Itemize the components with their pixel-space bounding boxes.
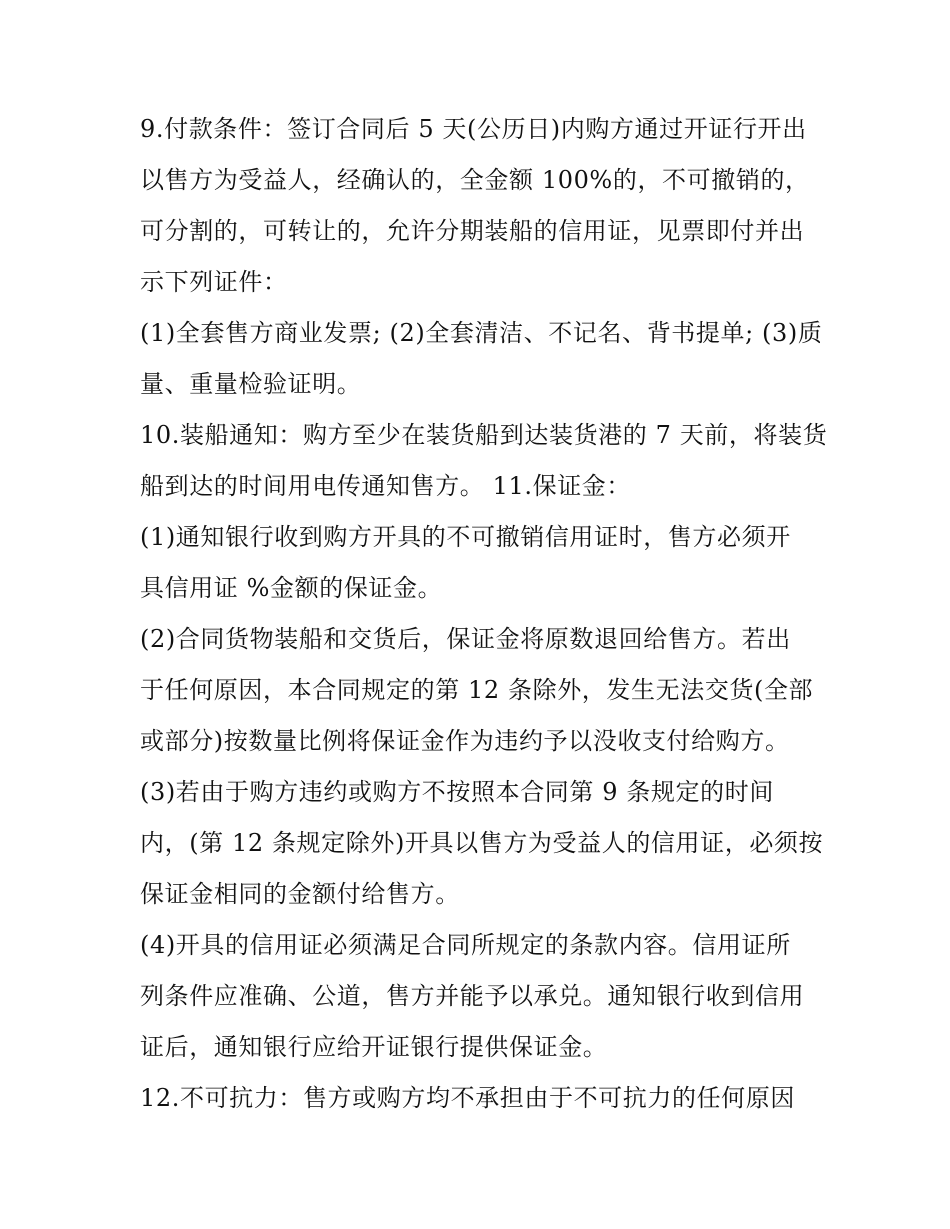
text-line: (2)合同货物装船和交货后，保证金将原数退回给售方。若出 xyxy=(140,625,791,653)
text-line: (3)若由于购方违约或购方不按照本合同第 9 条规定的时间 xyxy=(140,778,774,806)
text-line: (1)通知银行收到购方开具的不可撤销信用证时，售方必须开 xyxy=(140,523,791,551)
text-line: 12.不可抗力：售方或购方均不承担由于不可抗力的任何原因 xyxy=(140,1084,795,1112)
text-line: 具信用证 %金额的保证金。 xyxy=(140,574,443,602)
text-line: 可分割的，可转让的，允许分期装船的信用证，见票即付并出 xyxy=(140,217,805,245)
text-line: 保证金相同的金额付给售方。 xyxy=(140,880,460,908)
text-line: 10.装船通知：购方至少在装货船到达装货港的 7 天前，将装货 xyxy=(140,421,828,449)
text-line: 以售方为受益人，经确认的，全金额 100%的，不可撤销的， xyxy=(140,166,810,194)
text-line: (4)开具的信用证必须满足合同所规定的条款内容。信用证所 xyxy=(140,931,791,959)
text-line: (1)全套售方商业发票; (2)全套清洁、不记名、背书提单; (3)质 xyxy=(140,319,823,347)
text-line: 于任何原因，本合同规定的第 12 条除外，发生无法交货(全部 xyxy=(140,676,814,704)
text-line: 量、重量检验证明。 xyxy=(140,370,362,398)
text-line: 列条件应准确、公道，售方并能予以承兑。通知银行收到信用 xyxy=(140,982,805,1010)
text-line: 证后，通知银行应给开证银行提供保证金。 xyxy=(140,1033,608,1061)
text-line: 船到达的时间用电传通知售方。 11.保证金： xyxy=(140,472,631,500)
text-line: 示下列证件： xyxy=(140,268,288,296)
text-line: 或部分)按数量比例将保证金作为违约予以没收支付给购方。 xyxy=(140,727,790,755)
text-line: 内，(第 12 条规定除外)开具以售方为受益人的信用证，必须按 xyxy=(140,829,824,857)
text-line: 9.付款条件：签订合同后 5 天(公历日)内购方通过开证行开出 xyxy=(140,115,807,143)
